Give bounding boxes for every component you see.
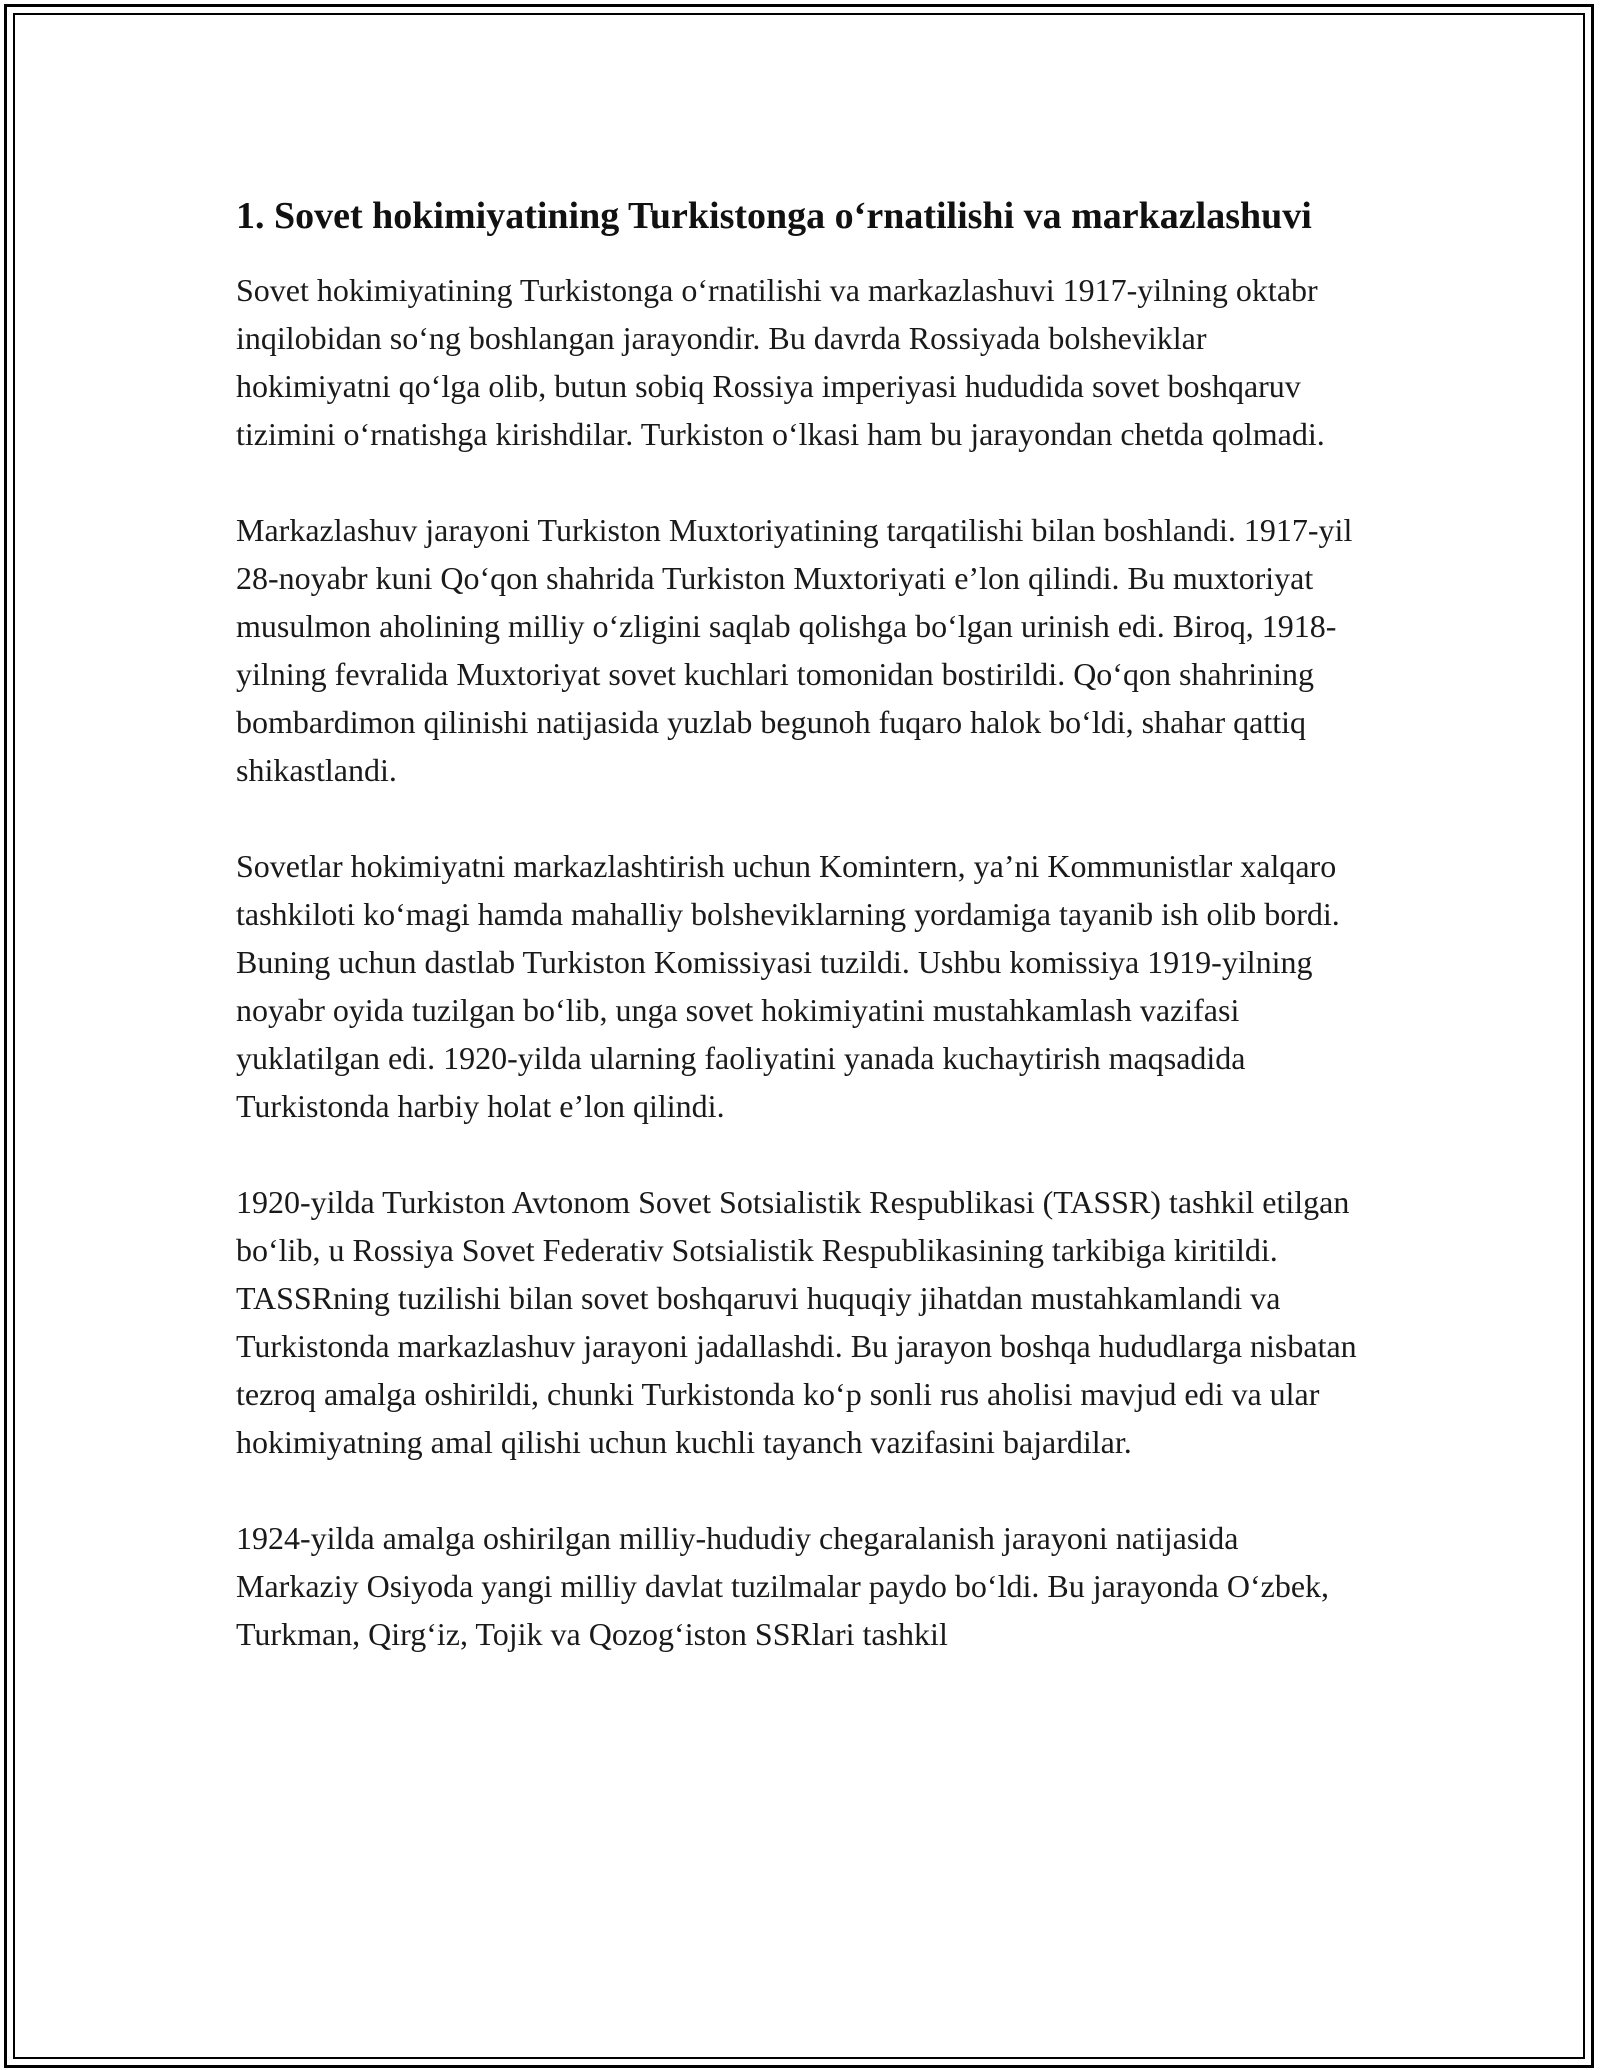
section-title: 1. Sovet hokimiyatining Turkistonga oʻrnatilishi va markazlashuvi xyxy=(236,195,1312,237)
paragraph-2: Markazlashuv jarayoni Turkiston Muxtoriyatining tarqatilishi bilan boshlandi. 1917-yil 28-noyabr kuni Qoʻqon shahrida Turkiston Muxtoriyati e’lon qilindi. Bu muxtoriyat musulmon aholining milliy oʻzligini saqlab qolishga boʻlgan urinish edi. Biroq, 1918-yilning fevralida Muxtoriyat sovet kuchlari tomonidan bostirildi. Qoʻqon shahrining bombardimon qilinishi natijasida yuzlab begunoh fuqaro halok boʻldi, shahar qattiq shikastlandi. xyxy=(236,512,1353,788)
paragraph-5: 1924-yilda amalga oshirilgan milliy-hududiy chegaralanish jarayoni natijasida Markaziy Osiyoda yangi milliy davlat tuzilmalar paydo boʻldi. Bu jarayonda Oʻzbek, Turkman, Qirgʻiz, Tojik va Qozogʻiston SSRlari tashkil xyxy=(236,1520,1330,1652)
document-body xyxy=(236,188,1366,1706)
paragraph-4: 1920-yilda Turkiston Avtonom Sovet Sotsialistik Respublikasi (TASSR) tashkil etilgan boʻlib, u Rossiya Sovet Federativ Sotsialistik Respublikasining tarkibiga kiritildi. TASSRning tuzilishi bilan sovet boshqaruvi huquqiy jihatdan mustahkamlandi va Turkistonda markazlashuv jarayoni jadallashdi. Bu jarayon boshqa hududlarga nisbatan tezroq amalga oshirildi, chunki Turkistonda koʻp sonli rus aholisi mavjud edi va ular hokimiyatning amal qilishi uchun kuchli tayanch vazifasini bajardilar. xyxy=(236,1184,1357,1460)
paragraph-3: Sovetlar hokimiyatni markazlashtirish uchun Komintern, ya’ni Kommunistlar xalqaro tashkiloti koʻmagi hamda mahalliy bolsheviklarning yordamiga tayanib ish olib bordi. Buning uchun dastlab Turkiston Komissiyasi tuzildi. Ushbu komissiya 1919-yilning noyabr oyida tuzilgan boʻlib, unga sovet hokimiyatini mustahkamlash vazifasi yuklatilgan edi. 1920-yilda ularning faoliyatini yanada kuchaytirish maqsadida Turkistonda harbiy holat e’lon qilindi. xyxy=(236,848,1340,1124)
paragraph-1: Sovet hokimiyatining Turkistonga oʻrnatilishi va markazlashuvi 1917-yilning oktabr inqilobidan soʻng boshlangan jarayondir. Bu davrda Rossiyada bolsheviklar hokimiyatni qoʻlga olib, butun sobiq Rossiya imperiyasi hududida sovet boshqaruv tizimini oʻrnatishga kirishdilar. Turkiston oʻlkasi ham bu jarayondan chetda qolmadi. xyxy=(236,272,1325,452)
